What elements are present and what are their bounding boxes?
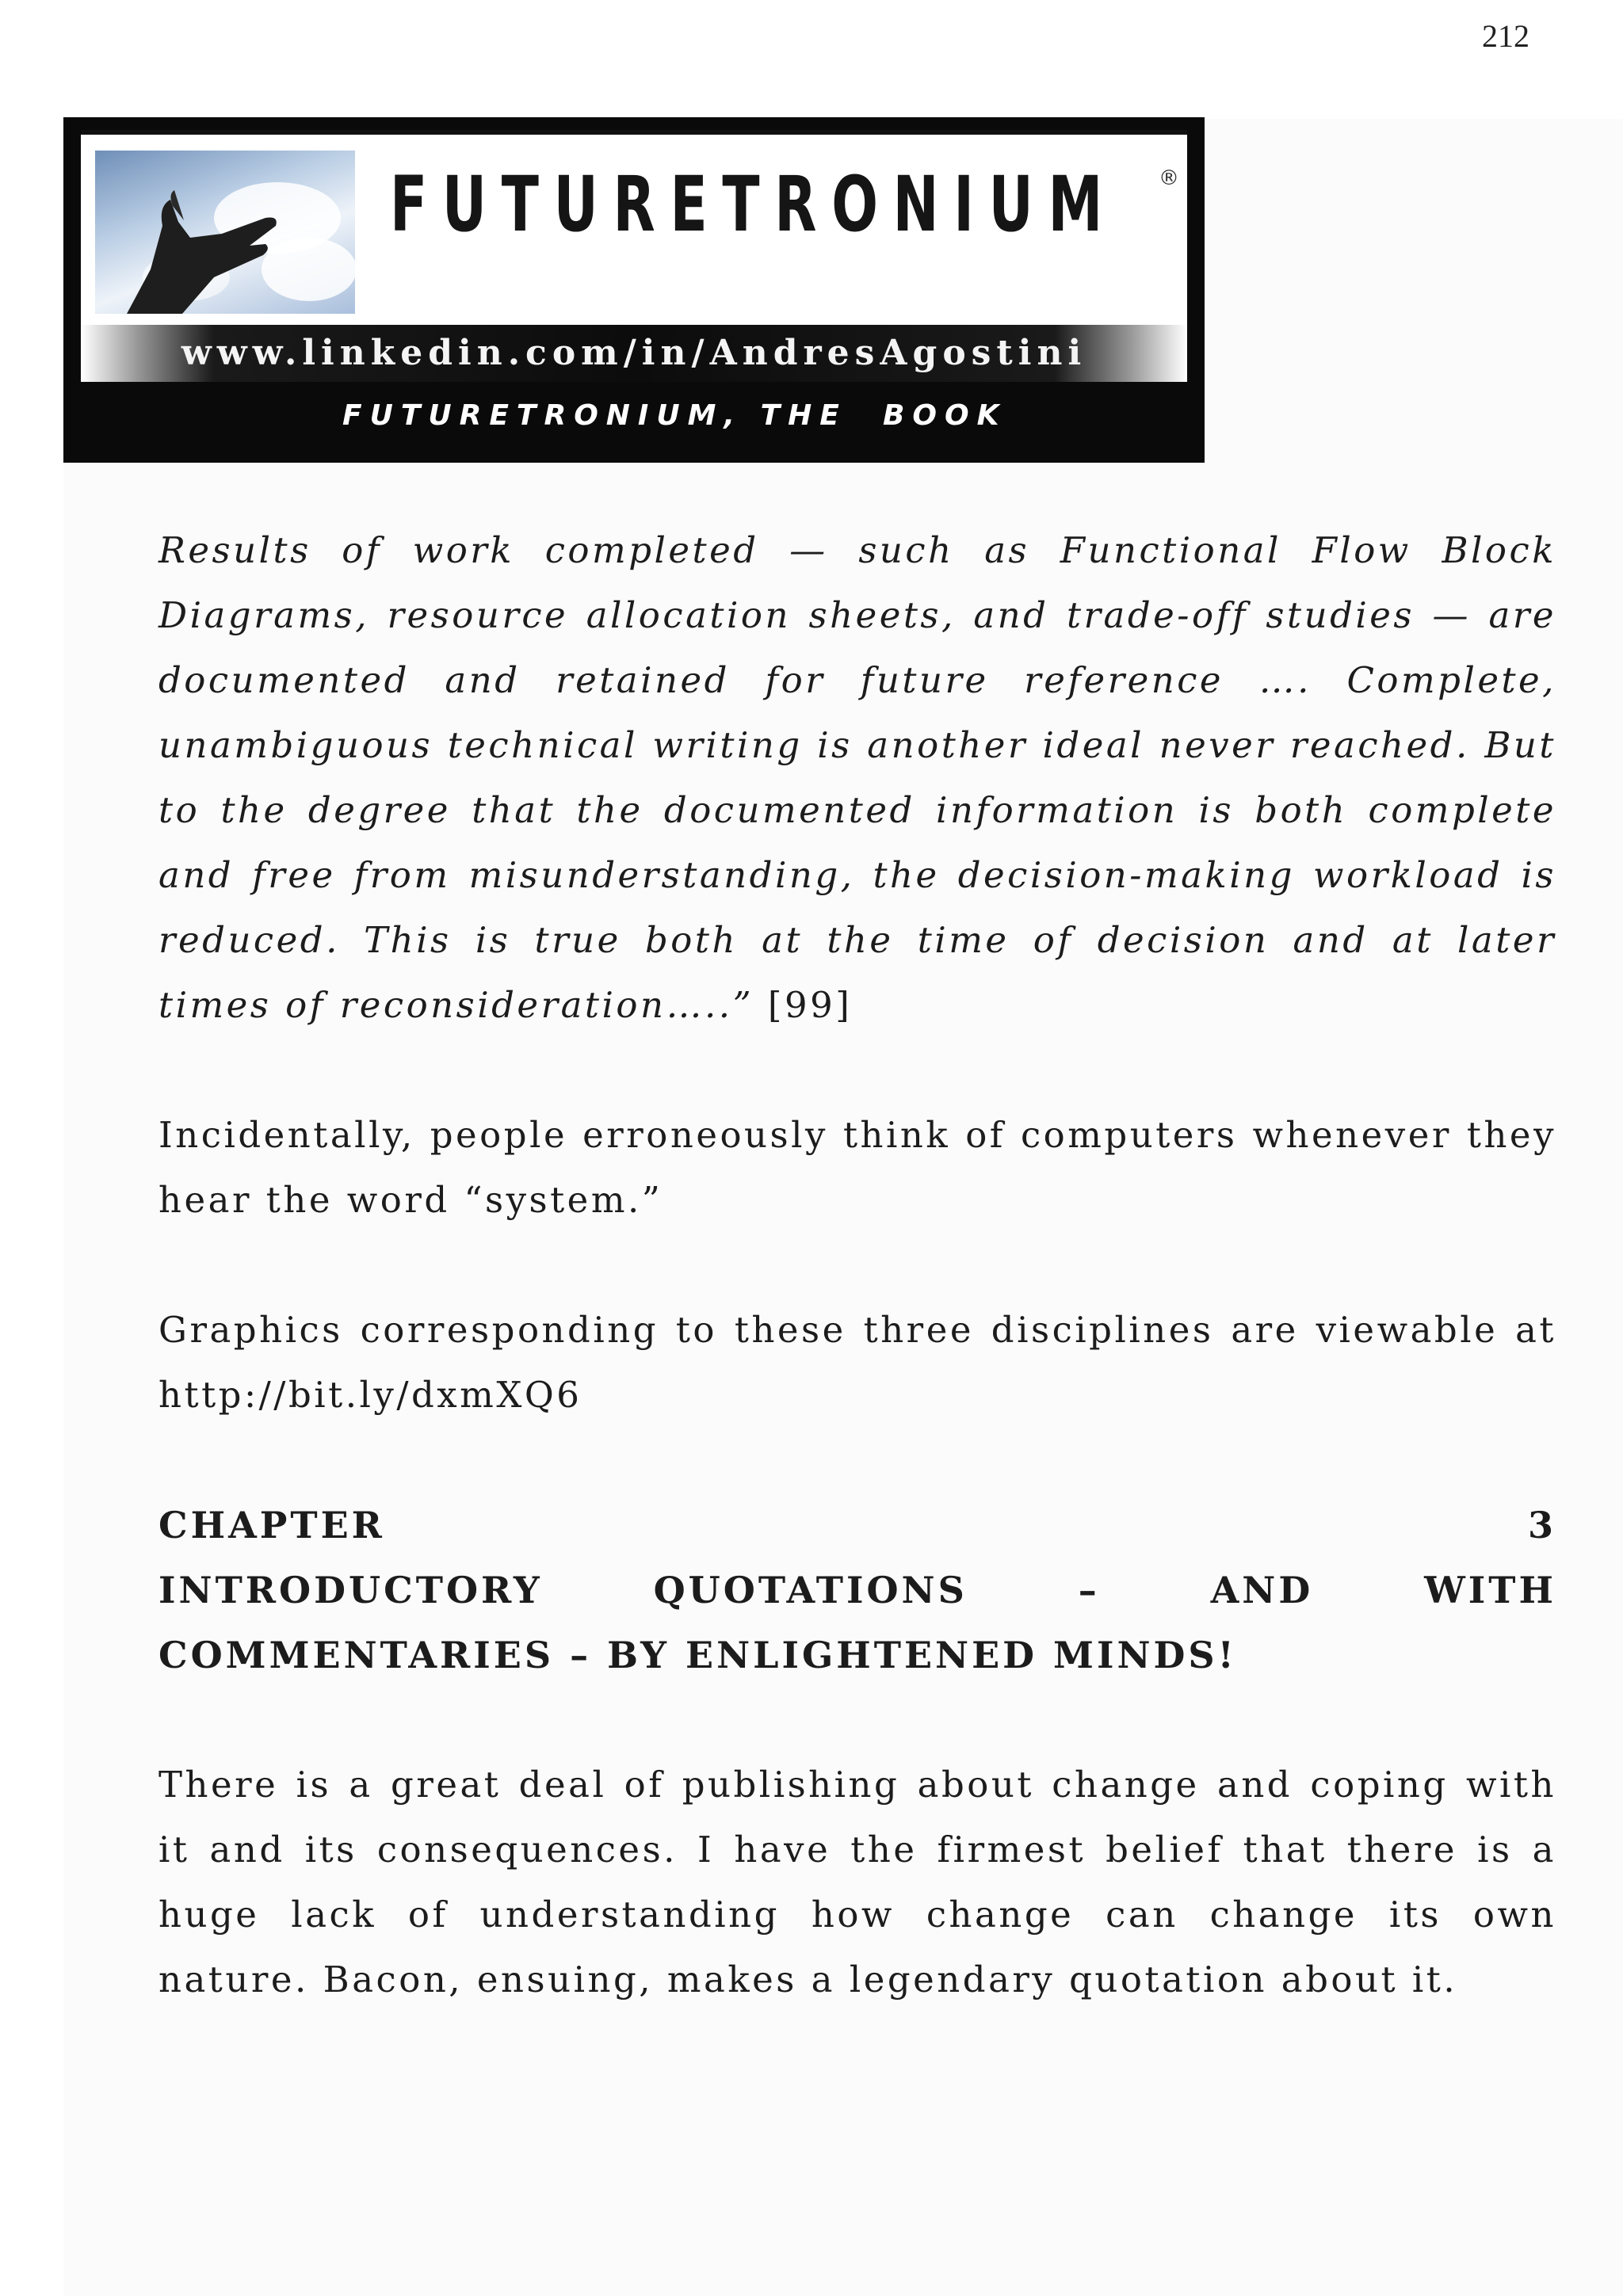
paragraph-graphics: Graphics corresponding to these three disciplines are viewable at http://bit.ly/dxmXQ6 bbox=[158, 1309, 1556, 1416]
chapter-title-line-1: INTRODUCTORY QUOTATIONS – AND WITH bbox=[158, 1569, 1556, 1611]
chapter-title-line-2: COMMENTARIES – BY ENLIGHTENED MINDS! bbox=[158, 1634, 1237, 1676]
banner-header bbox=[81, 130, 1187, 372]
chapter-label: CHAPTER 3 bbox=[158, 1504, 1556, 1547]
registered-mark: ® bbox=[1159, 166, 1179, 190]
linkedin-url: www.linkedin.com/in/AndresAgostini bbox=[181, 333, 1087, 373]
quoted-passage bbox=[158, 518, 1556, 1038]
paragraph-systems: Incidentally, people erroneously think of computers whenever they hear the word “system.” bbox=[158, 1114, 1556, 1221]
sky-hand-image bbox=[95, 151, 355, 314]
futuretronium-banner bbox=[63, 117, 1205, 463]
banner-title: FUTURETRONIUM bbox=[390, 160, 1118, 249]
reaching-hand-icon bbox=[95, 151, 355, 314]
page-number: 212 bbox=[1482, 18, 1529, 54]
quote-text: Results of work completed — such as Functional Flow Block Diagrams, resource allocation sheets, and trade-off studies — are documented and retained for future reference …. Complete, unambiguous technical writing is another ideal never reached. But to the degree that the documented information is both complete and free from misunderstanding, the decision-making workload is reduced. This is true both at the time of decision and at later times of reconsideration…..” bbox=[158, 529, 1556, 1026]
paragraph-change: There is a great deal of publishing about change and coping with it and its consequences. I have the firmest belief that there is a huge lack of understanding how change can change its own nature. Bacon, ensuing, makes a legendary quotation about it. bbox=[158, 1764, 1556, 2000]
chapter-heading bbox=[158, 1493, 1556, 1688]
banner-subtitle: FUTURETRONIUM, THE BOOK bbox=[342, 399, 1007, 432]
citation-reference: [99] bbox=[767, 984, 853, 1026]
banner-url-bar bbox=[81, 325, 1187, 382]
